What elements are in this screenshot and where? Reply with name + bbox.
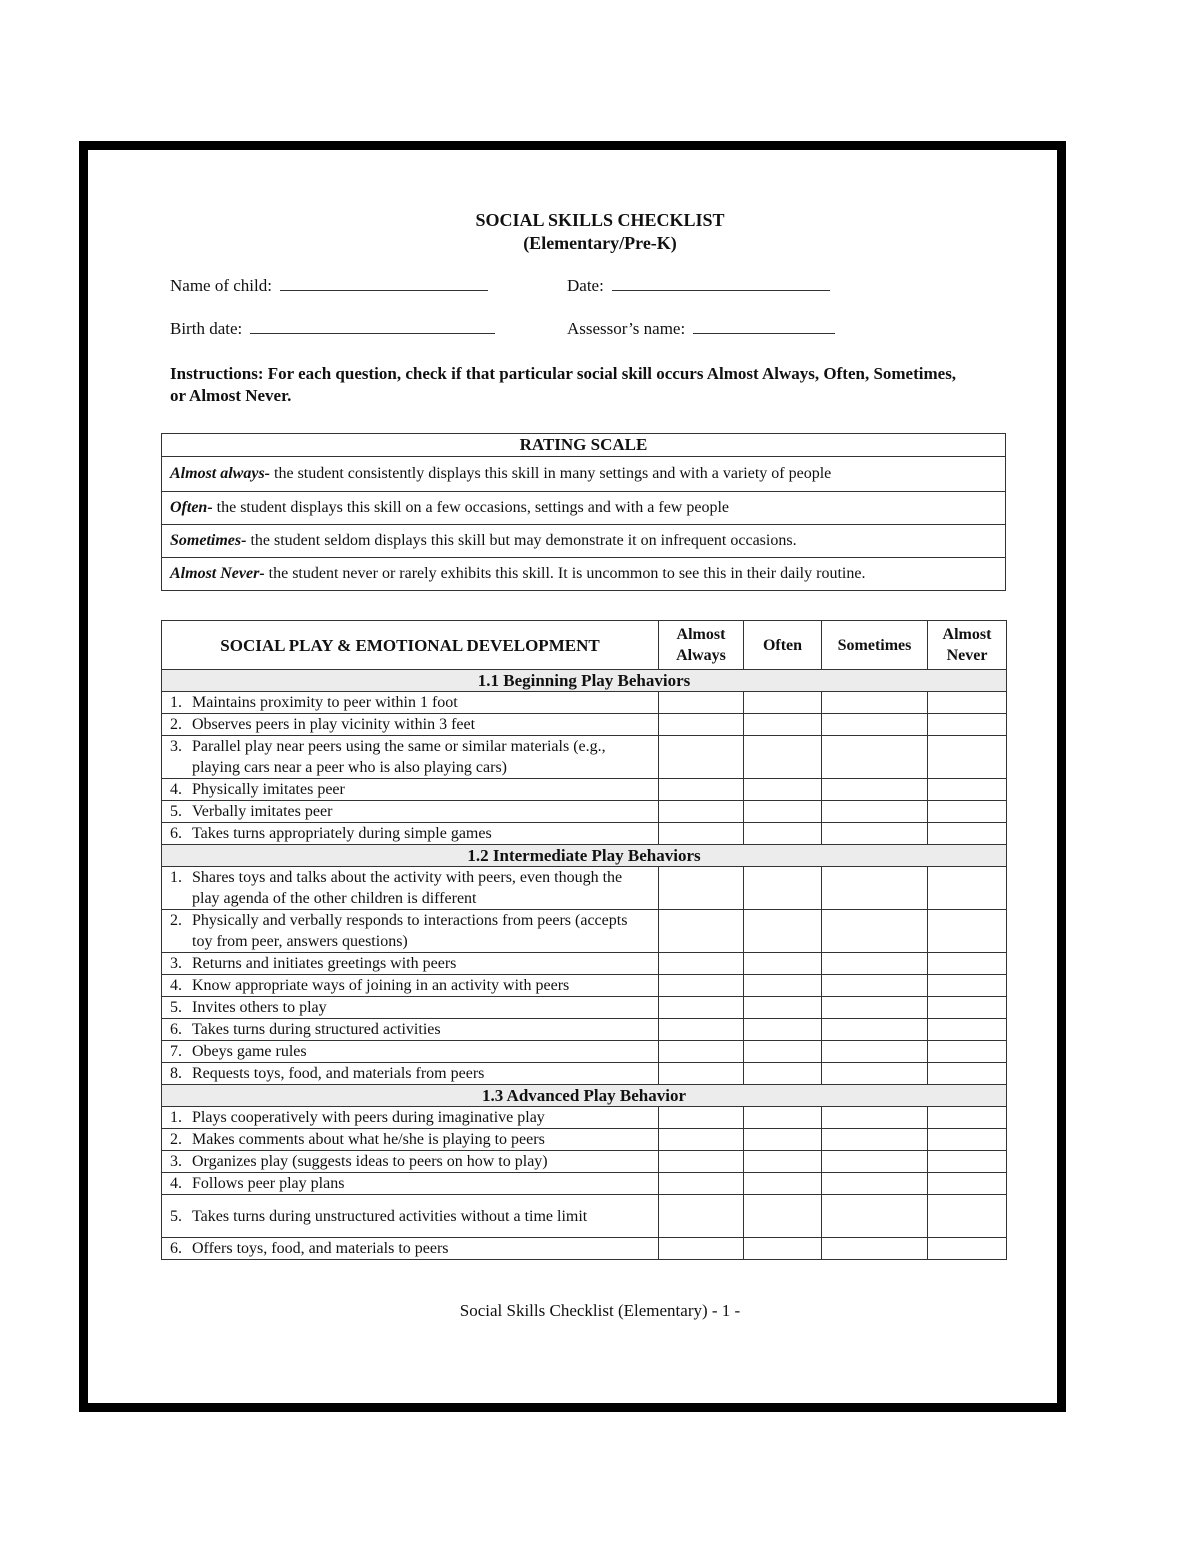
section-header [162,845,1007,867]
checkbox-cell-almost-never[interactable] [928,692,1007,714]
checkbox-cell-almost-never[interactable] [928,801,1007,823]
checkbox-cell-often[interactable] [744,975,822,997]
section-title: 1.3 Advanced Play Behavior [162,1085,1007,1107]
skill-label [162,1238,659,1260]
skill-number: 3. [170,1153,182,1170]
skill-number: 3. [170,955,182,972]
checkbox-cell-almost-always[interactable] [659,975,744,997]
checkbox-cell-almost-always[interactable] [659,1173,744,1195]
checklist-row [162,910,1007,953]
skill-label [162,867,659,910]
skill-text: Verbally imitates peer [192,803,333,820]
checklist-row [162,1238,1007,1260]
checkbox-cell-almost-always[interactable] [659,779,744,801]
rating-term: Sometimes- [170,532,247,549]
skill-label [162,953,659,975]
skill-text: Follows peer play plans [192,1175,345,1192]
checkbox-cell-almost-always[interactable] [659,997,744,1019]
checklist-row [162,692,1007,714]
skill-label [162,801,659,823]
checkbox-cell-sometimes[interactable] [822,692,928,714]
checkbox-cell-almost-always[interactable] [659,1063,744,1085]
skill-label [162,1063,659,1085]
checklist-row [162,736,1007,779]
page-footer: Social Skills Checklist (Elementary) - 1 - [459,1301,741,1320]
checkbox-cell-often[interactable] [744,823,822,845]
checklist-row [162,1129,1007,1151]
skill-label [162,910,659,953]
skill-text: Makes comments about what he/she is playing to peers [192,1131,545,1148]
rating-desc: the student consistently displays this skill in many settings and with a variety of people [270,465,832,482]
checkbox-cell-almost-always[interactable] [659,1195,744,1238]
column-header-sometimes: Sometimes [822,621,928,670]
checklist-row [162,779,1007,801]
column-header-almost-never: Almost Never [928,621,1007,670]
checklist-row [162,1107,1007,1129]
checkbox-cell-often[interactable] [744,692,822,714]
checkbox-cell-almost-always[interactable] [659,953,744,975]
skill-text: Shares toys and talks about the activity with peers, even though the play agenda of the other children is different [192,869,623,907]
checkbox-cell-sometimes[interactable] [822,1107,928,1129]
date-label: Date: [567,276,604,295]
checkbox-cell-often[interactable] [744,1151,822,1173]
skill-number: 4. [170,977,182,994]
name-of-child-field [170,276,488,296]
checkbox-cell-sometimes[interactable] [822,1173,928,1195]
skill-number: 1. [170,869,182,886]
checkbox-cell-sometimes[interactable] [822,1195,928,1238]
skill-label [162,1019,659,1041]
skill-number: 5. [170,803,182,820]
skill-label [162,823,659,845]
skill-number: 5. [170,999,182,1016]
skill-label [162,1151,659,1173]
checkbox-cell-almost-always[interactable] [659,867,744,910]
checkbox-cell-almost-always[interactable] [659,1238,744,1260]
checkbox-cell-sometimes[interactable] [822,953,928,975]
checkbox-cell-almost-never[interactable] [928,1041,1007,1063]
section-header [162,1085,1007,1107]
checkbox-cell-almost-never[interactable] [928,867,1007,910]
assessor-name-label: Assessor’s name: [567,319,686,338]
checkbox-cell-almost-always[interactable] [659,801,744,823]
checkbox-cell-often[interactable] [744,867,822,910]
skill-text: Returns and initiates greetings with peers [192,955,457,972]
checkbox-cell-often[interactable] [744,1107,822,1129]
skill-number: 6. [170,1240,182,1257]
checkbox-cell-almost-never[interactable] [928,1238,1007,1260]
checklist-row [162,1063,1007,1085]
section-header [162,670,1007,692]
checkbox-cell-sometimes[interactable] [822,1238,928,1260]
checkbox-cell-almost-never[interactable] [928,1173,1007,1195]
checkbox-cell-almost-always[interactable] [659,1041,744,1063]
rating-row-almost-always [162,457,1006,492]
page-subtitle: (Elementary/Pre-K) [523,233,677,253]
rating-desc: the student never or rarely exhibits this skill. It is uncommon to see this in their daily routine. [264,565,866,582]
checkbox-cell-often[interactable] [744,801,822,823]
checkbox-cell-sometimes[interactable] [822,779,928,801]
rating-row-sometimes [162,525,1006,558]
rating-scale-table [161,433,1006,591]
assessor-name-field [567,319,835,339]
skill-label [162,997,659,1019]
instructions: Instructions: For each question, check if that particular social skill occurs Almost Always, Often, Sometimes, or Almost Never. [170,364,957,405]
checkbox-cell-almost-never[interactable] [928,1151,1007,1173]
skill-number: 2. [170,912,182,929]
skill-text: Physically imitates peer [192,781,345,798]
skill-text: Parallel play near peers using the same or similar materials (e.g., playing cars near a peer who is also playing cars) [192,738,606,776]
section-title: 1.2 Intermediate Play Behaviors [162,845,1007,867]
skill-number: 2. [170,1131,182,1148]
rating-row-almost-never [162,558,1006,591]
checkbox-cell-almost-always[interactable] [659,823,744,845]
skill-text: Offers toys, food, and materials to peers [192,1240,449,1257]
checkbox-cell-sometimes[interactable] [822,1151,928,1173]
skill-label [162,1129,659,1151]
checklist-row [162,801,1007,823]
checkbox-cell-almost-never[interactable] [928,779,1007,801]
checkbox-cell-sometimes[interactable] [822,1019,928,1041]
checkbox-cell-almost-never[interactable] [928,714,1007,736]
checkbox-cell-almost-always[interactable] [659,1019,744,1041]
rating-row-often [162,492,1006,525]
date-field [567,276,830,296]
column-header-often: Often [744,621,822,670]
checkbox-cell-sometimes[interactable] [822,997,928,1019]
checkbox-cell-sometimes[interactable] [822,1041,928,1063]
checklist-row [162,1173,1007,1195]
checkbox-cell-often[interactable] [744,779,822,801]
checklist-row [162,1019,1007,1041]
checklist-row [162,1151,1007,1173]
skills-checklist-table [161,620,1007,1260]
checkbox-cell-sometimes[interactable] [822,910,928,953]
rating-desc: the student displays this skill on a few occasions, settings and with a few people [212,499,730,516]
checkbox-cell-sometimes[interactable] [822,736,928,779]
checkbox-cell-almost-never[interactable] [928,1063,1007,1085]
checklist-row [162,953,1007,975]
rating-term: Almost Never- [170,565,265,582]
checkbox-cell-often[interactable] [744,714,822,736]
birth-date-field [170,319,495,339]
name-of-child-label: Name of child: [170,276,272,295]
checkbox-cell-almost-always[interactable] [659,692,744,714]
skill-number: 3. [170,738,182,755]
skill-number: 5. [170,1207,182,1225]
skill-text: Takes turns during unstructured activities without a time limit [192,1207,588,1225]
skill-label [162,692,659,714]
skill-number: 1. [170,1109,182,1126]
checkbox-cell-almost-never[interactable] [928,953,1007,975]
checkbox-cell-almost-never[interactable] [928,736,1007,779]
checkbox-cell-often[interactable] [744,1195,822,1238]
skill-label [162,1107,659,1129]
rating-scale-heading: RATING SCALE [162,434,1006,457]
skill-text: Obeys game rules [192,1043,307,1060]
skill-text: Invites others to play [192,999,327,1016]
skill-number: 4. [170,781,182,798]
skill-number: 6. [170,825,182,842]
checklist-row [162,975,1007,997]
checkbox-cell-often[interactable] [744,953,822,975]
skill-text: Plays cooperatively with peers during imaginative play [192,1109,545,1126]
checkbox-cell-almost-always[interactable] [659,1107,744,1129]
birth-date-input[interactable] [250,319,495,334]
birth-date-label: Birth date: [170,319,243,338]
checkbox-cell-sometimes[interactable] [822,1129,928,1151]
skill-text: Takes turns appropriately during simple games [192,825,492,842]
checklist-row [162,1041,1007,1063]
skill-number: 2. [170,716,182,733]
checkbox-cell-sometimes[interactable] [822,714,928,736]
rating-term: Almost always- [170,465,271,482]
checkbox-cell-often[interactable] [744,736,822,779]
checkbox-cell-almost-never[interactable] [928,910,1007,953]
checkbox-cell-often[interactable] [744,1019,822,1041]
checkbox-cell-almost-always[interactable] [659,714,744,736]
rating-desc: the student seldom displays this skill but may demonstrate it on infrequent occasions. [246,532,797,549]
skill-label [162,1195,659,1238]
checkbox-cell-sometimes[interactable] [822,975,928,997]
checkbox-cell-almost-never[interactable] [928,975,1007,997]
checklist-row [162,714,1007,736]
checkbox-cell-almost-never[interactable] [928,997,1007,1019]
checkbox-cell-almost-never[interactable] [928,1129,1007,1151]
checkbox-cell-almost-always[interactable] [659,910,744,953]
checkbox-cell-often[interactable] [744,1129,822,1151]
checkbox-cell-almost-never[interactable] [928,1019,1007,1041]
checkbox-cell-almost-always[interactable] [659,736,744,779]
skill-text: Requests toys, food, and materials from peers [192,1065,485,1082]
checkbox-cell-sometimes[interactable] [822,1063,928,1085]
skill-text: Takes turns during structured activities [192,1021,441,1038]
skill-number: 1. [170,694,182,711]
skill-label [162,736,659,779]
column-header-almost-always: Almost Always [659,621,744,670]
checkbox-cell-often[interactable] [744,1063,822,1085]
checkbox-cell-sometimes[interactable] [822,823,928,845]
checklist-heading: SOCIAL PLAY & EMOTIONAL DEVELOPMENT [162,621,659,670]
section-title: 1.1 Beginning Play Behaviors [162,670,1007,692]
skill-text: Organizes play (suggests ideas to peers on how to play) [192,1153,548,1170]
assessor-name-input[interactable] [693,319,835,334]
skill-number: 8. [170,1065,182,1082]
checklist-row [162,867,1007,910]
checkbox-cell-almost-never[interactable] [928,1107,1007,1129]
skill-number: 6. [170,1021,182,1038]
skill-label [162,1041,659,1063]
checkbox-cell-almost-never[interactable] [928,1195,1007,1238]
checkbox-cell-often[interactable] [744,910,822,953]
skill-text: Maintains proximity to peer within 1 foot [192,694,458,711]
checkbox-cell-sometimes[interactable] [822,801,928,823]
checkbox-cell-sometimes[interactable] [822,867,928,910]
skill-label [162,714,659,736]
rating-term: Often- [170,499,213,516]
skill-text: Know appropriate ways of joining in an activity with peers [192,977,570,994]
skill-text: Observes peers in play vicinity within 3 feet [192,716,476,733]
checkbox-cell-almost-never[interactable] [928,823,1007,845]
checkbox-cell-often[interactable] [744,1173,822,1195]
name-of-child-input[interactable] [280,276,488,291]
skill-label [162,975,659,997]
skill-text: Physically and verbally responds to interactions from peers (accepts toy from peer, answers questions) [192,912,628,950]
checkbox-cell-almost-always[interactable] [659,1151,744,1173]
date-input[interactable] [612,276,830,291]
skill-number: 4. [170,1175,182,1192]
page-title: SOCIAL SKILLS CHECKLIST [475,210,725,230]
skill-label [162,1173,659,1195]
checklist-row [162,1195,1007,1238]
checklist-row [162,823,1007,845]
skill-number: 7. [170,1043,182,1060]
checkbox-cell-often[interactable] [744,997,822,1019]
checkbox-cell-almost-always[interactable] [659,1129,744,1151]
skill-label [162,779,659,801]
checklist-row [162,997,1007,1019]
checkbox-cell-often[interactable] [744,1238,822,1260]
checkbox-cell-often[interactable] [744,1041,822,1063]
